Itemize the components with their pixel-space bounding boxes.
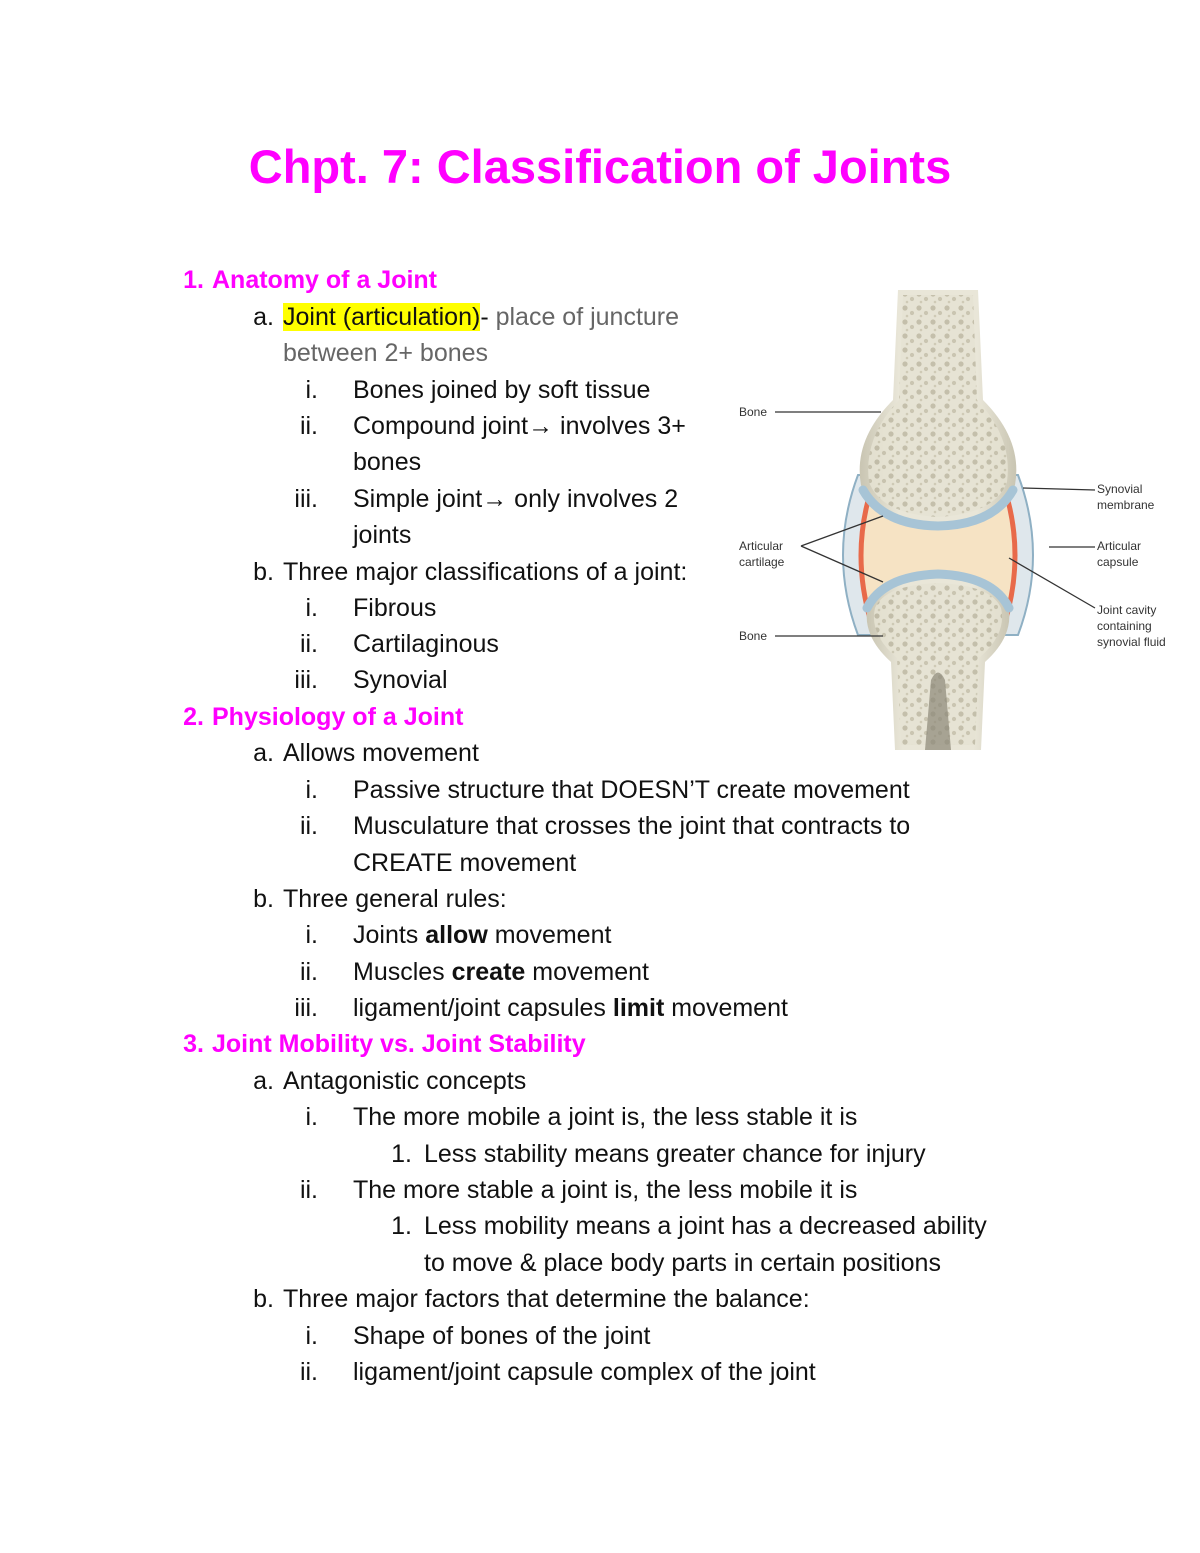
synovial-joint-diagram	[733, 290, 1183, 750]
label-joint-cavity: Joint cavity	[1097, 603, 1157, 617]
list-item-continuation: joints	[353, 521, 412, 549]
label-articular-capsule: Articular	[1097, 539, 1142, 553]
list-item-continuation: to move & place body parts in certain positions	[424, 1249, 941, 1277]
label-bone-top: Bone	[739, 405, 768, 419]
list-item-continuation: CREATE movement	[353, 849, 577, 877]
label-articular-capsule-2: capsule	[1097, 555, 1139, 569]
label-bone-bottom: Bone	[739, 629, 768, 643]
label-articular-cartilage: Articular	[739, 539, 784, 553]
label-joint-cavity-2: containing	[1097, 619, 1152, 633]
label-synovial-membrane-2: membrane	[1097, 498, 1155, 512]
label-joint-cavity-3: synovial fluid	[1097, 635, 1166, 649]
highlighted-term: Joint (articulation)	[283, 303, 481, 331]
list-item-continuation: bones	[353, 448, 422, 476]
list-item-continuation: between 2+ bones	[283, 339, 489, 367]
label-synovial-membrane: Synovial	[1097, 482, 1143, 496]
label-articular-cartilage-2: cartilage	[739, 555, 785, 569]
page-title: Chpt. 7: Classification of Joints	[248, 140, 952, 193]
